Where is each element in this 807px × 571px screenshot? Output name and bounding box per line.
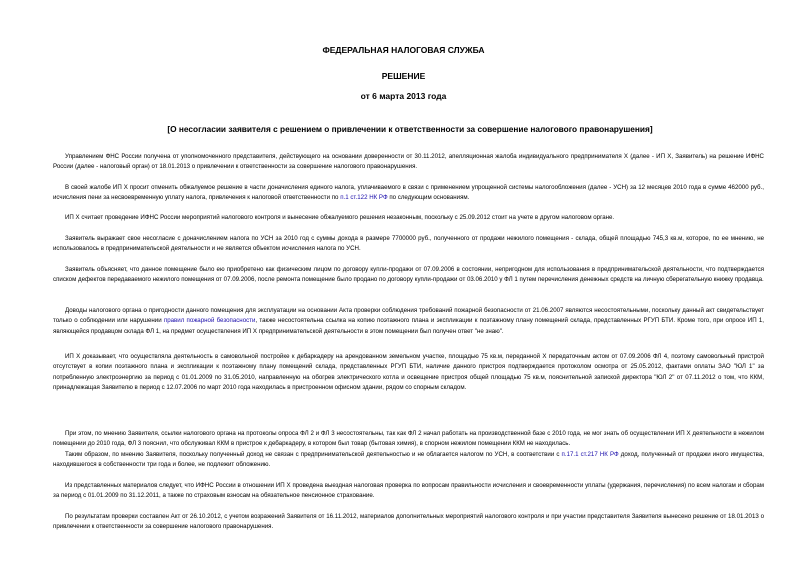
paragraph-1: Управлением ФНС России получена от уполномоченного представителя, действующего на основании доверенности от 30.11.2012, апелляционная жалоба индивидуального предпринимателя Х (далее - ИП Х, Заявитель) на решение ИФНС России (далее - налоговый орган) от 18.01.2013 о привлечении к ответственности за совершение налогового правонарушения. (53, 153, 764, 171)
agency-title: ФЕДЕРАЛЬНАЯ НАЛОГОВАЯ СЛУЖБА (322, 45, 485, 55)
paragraph-6 (53, 306, 764, 337)
paragraph-8: При этом, по мнению Заявителя, ссылки налогового органа на протоколы опроса ФЛ 2 и ФЛ 3 несостоятельны, так как ФЛ 2 начал работать на производственной базе с 2010 года, не мог знать об осуществлении ИП Х деятельности в нежилом помещении до 2010 года, ФЛ 3 пояснил, что обслуживал ККМ в пристрое к дебаркадеру, в котором был товар (бытовая химия), в спорном нежилом помещении ККМ не находилась. (53, 430, 764, 448)
law-link-p1-st122[interactable]: п.1 ст.122 НК РФ (340, 194, 388, 202)
document-subject: [О несогласии заявителя с решением о привлечении к ответственности за совершение налогового правонарушения] (167, 124, 653, 134)
paragraph-6-text-a: Доводы налогового органа о пригодности данного помещения для эксплуатации на основании Акта проверки соблюдения требований пожарной безопасности от 21.06.2007 являются несостоятельными, поскольку данный акт свидетельствует только о соблюдении или нарушении (53, 307, 764, 325)
document-type: РЕШЕНИЕ (381, 71, 426, 81)
paragraph-2-text-b: по следующим основаниям. (387, 194, 470, 202)
paragraph-2-text-a: В своей жалобе ИП Х просит отменить обжалуемое решение в части доначисления единого налога, уплачиваемого в связи с применением упрощенной системы налогообложения (далее - УСН) за 12 месяцев 2010 года в сумме 462000 руб., исчисления пени за несвоевременную уплату налога, привлечения к налоговой ответственности по (53, 184, 764, 202)
law-link-p17-st217[interactable]: п.17.1 ст.217 НК РФ (561, 451, 619, 458)
paragraph-3: ИП Х считает проведение ИФНС России мероприятий налогового контроля и вынесение обжалуемого решения незаконным, поскольку с 25.09.2012 стоит на учете в другом налоговом органе. (65, 214, 615, 221)
paragraph-7: ИП Х доказывает, что осуществляла деятельность в самовольной постройке к дебаркадеру на арендованном земельном участке, площадью 75 кв.м, переданной Х передаточным актом от 07.09.2006 ФЛ 4, поэтому самовольный пристрой отсутствует в копии поэтажного плана и экспликации к поэтажному плану помещений склада, представленных РГУП БТИ, наличие данного пристроя подтверждается протоколом осмотра от 25.05.2012, фактами оплаты ЗАО "ЮЛ 1" за потребленную электроэнергию за период с 01.01.2009 по 31.05.2010, направленную на обогрев электрического котла и освещение пристроя общей площадью 75 кв.м, пояснительной запиской директора "ЮЛ 2" от 07.11.2012 о том, что ККМ, принадлежащая Заявителю в период с 12.07.2006 по март 2010 года находилась в пристроенном офисном здании, рядом со спорным складом. (53, 353, 764, 391)
paragraph-11: По результатам проверки составлен Акт от 26.10.2012, с учетом возражений Заявителя от 16.11.2012, материалов дополнительных мероприятий налогового контроля и при участии представителя Заявителя вынесено решение от 18.01.2013 о привлечении к ответственности за совершение налогового правонарушения. (53, 513, 764, 531)
paragraph-4: Заявитель выражает свое несогласие с доначислением налога по УСН за 2010 год с суммы дохода в размере 7700000 руб., полученного от продажи нежилого помещения - склада, общей площадью 745,3 кв.м, которое, по ее мнению, не использовалось в предпринимательской деятельности и не является объектом исчисления налога по УСН. (53, 235, 764, 253)
paragraph-9-text-b: доход, полученный от продажи иного имущества, находившегося в собственности три года и более, не подлежит обложению. (53, 451, 764, 469)
paragraph-9-text-a: Таким образом, по мнению Заявителя, поскольку полученный доход не связан с предпринимательской деятельностью и не облагается налогом по УСН, в соответствии с (65, 451, 562, 458)
paragraph-5: Заявитель объясняет, что данное помещение было ею приобретено как физическим лицом по договору купли-продажи от 07.09.2006 в состоянии, непригодном для использования в предпринимательской деятельности, что подтверждается списком дефектов передаваемого нежилого помещения от 07.09.2006, после ремонта помещение было продано по договору купли-продажи от 03.06.2010 у ФЛ 1 путем перечисления денежных средств на личную сберегательную книжку продавца. (53, 266, 764, 284)
fire-safety-rules-link[interactable]: правил пожарной безопасности (163, 317, 256, 325)
document-date: от 6 марта 2013 года (360, 91, 447, 101)
paragraph-2 (53, 183, 764, 204)
paragraph-10: Из представленных материалов следует, что ИФНС России в отношении ИП Х проведена выездная налоговая проверка по вопросам правильности исчисления и своевременности уплаты (удержания, перечисления) по всем налогам и сборам за период с 01.01.2009 по 31.12.2011, а также по страховым взносам на обязательное пенсионное страхование. (53, 482, 764, 500)
paragraph-9 (53, 450, 764, 471)
paragraph-6-text-b: , также несостоятельна ссылка на копию поэтажного плана и экспликации к поэтажному плану помещений склада, представленных РГУП БТИ. Кроме того, при опросе ИП 1, являющейся продавцом склада ФЛ 1, на предмет осуществления ИП Х предпринимательской деятельности в этом помещении был получен ответ "не знаю". (53, 317, 764, 335)
